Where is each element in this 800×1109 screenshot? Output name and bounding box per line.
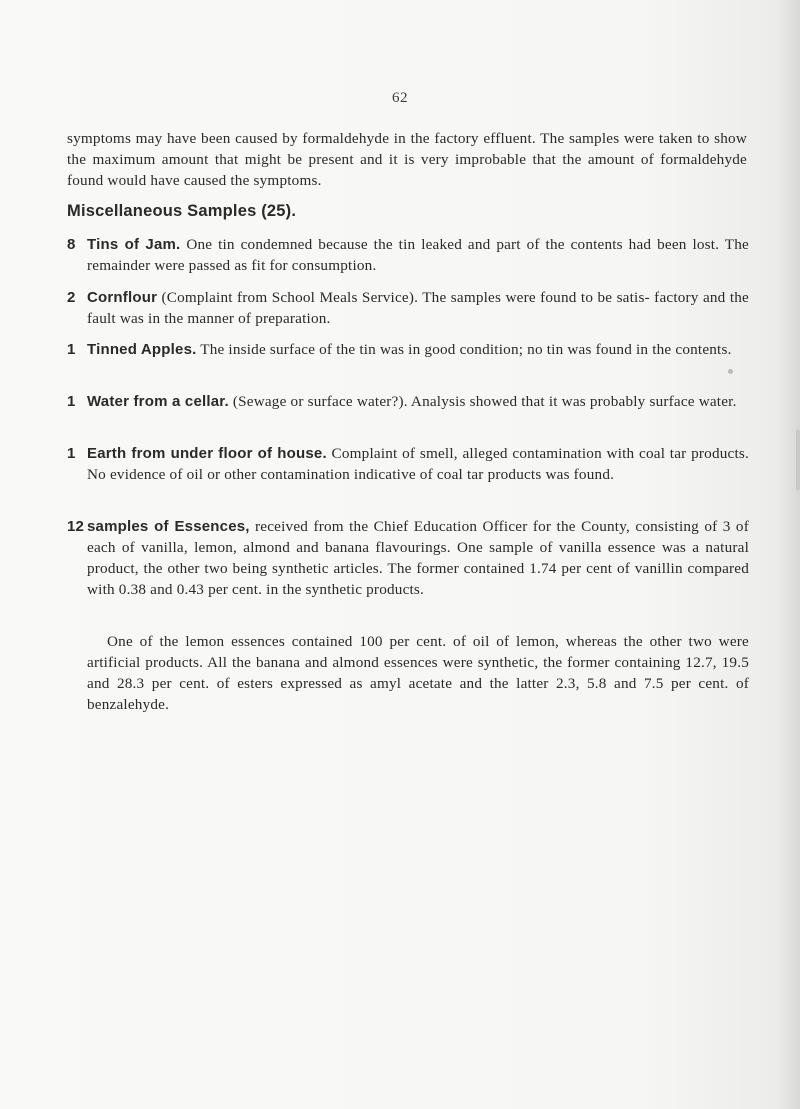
section-heading: Miscellaneous Samples (25). xyxy=(67,202,297,220)
entry-count: 1 xyxy=(67,393,76,410)
entry-body xyxy=(87,391,749,412)
entry-tins-of-jam xyxy=(67,234,749,276)
entry-count: 1 xyxy=(67,341,76,358)
entry-body xyxy=(87,339,749,360)
entry-name: samples of Essences, xyxy=(87,518,250,535)
print-speck xyxy=(728,369,733,374)
entry-body xyxy=(87,287,749,329)
entry-body xyxy=(87,443,749,485)
entry-count: 2 xyxy=(67,289,76,306)
closing-paragraph: One of the lemon essences contained 100 per cent. of oil of lemon, whereas the other two were artificial products. All the banana and almond essences were synthetic, the former containing 12.7, 19.5 and 28.3 per cent. of esters expressed as amyl acetate and the latter 2.3, 5.8 and 7.5 per cent. of benzalehyde. xyxy=(87,633,749,713)
entry-name: Tins of Jam. xyxy=(87,236,181,253)
entry-count: 8 xyxy=(67,236,76,253)
entry-body xyxy=(87,234,749,276)
entry-count: 1 xyxy=(67,445,76,462)
page-edge-shadow xyxy=(796,430,800,490)
entry-body xyxy=(87,516,749,600)
entry-name: Cornflour xyxy=(87,289,158,306)
entry-tinned-apples xyxy=(67,339,749,360)
entry-essences xyxy=(67,516,749,600)
entry-name: Water from a cellar. xyxy=(87,393,229,410)
entry-cornflour xyxy=(67,287,749,329)
entry-description: received from the Chief Education Officer for the County, consisting of 3 of each of vanilla, lemon, almond and banana flavourings. One sample of vanilla essence was a natural product, the other two being synthetic articles. The former contained 1.74 per cent of vanillin compared with 0.38 and 0.43 per cent. in the synthetic products. xyxy=(87,518,749,598)
entry-earth-from-floor xyxy=(67,443,749,485)
entry-description: Complaint of smell, alleged contamination with coal tar products. No evidence of oil or other contamination indicative of coal tar products was found. xyxy=(87,445,750,483)
entry-name: Earth from under floor of house. xyxy=(87,445,327,462)
entry-description: (Sewage or surface water?). Analysis showed that it was probably surface water. xyxy=(232,393,737,410)
page-number: 62 xyxy=(392,90,408,106)
intro-paragraph: symptoms may have been caused by formaldehyde in the factory effluent. The samples were taken to show the maximum amount that might be present and it is very improbable that the amount of formaldehyde found would have caused the symptoms. xyxy=(67,130,747,189)
entry-description: The inside surface of the tin was in good condition; no tin was found in the contents. xyxy=(200,341,732,358)
entry-description: One tin condemned because the tin leaked and part of the contents had been lost. The remainder were passed as fit for consumption. xyxy=(87,236,749,274)
entry-water-from-cellar xyxy=(67,391,749,412)
entry-count: 12 xyxy=(67,518,85,535)
entry-description: (Complaint from School Meals Service). The samples were found to be satis- factory and the fault was in the manner of preparation. xyxy=(87,289,749,327)
entry-name: Tinned Apples. xyxy=(87,341,197,358)
